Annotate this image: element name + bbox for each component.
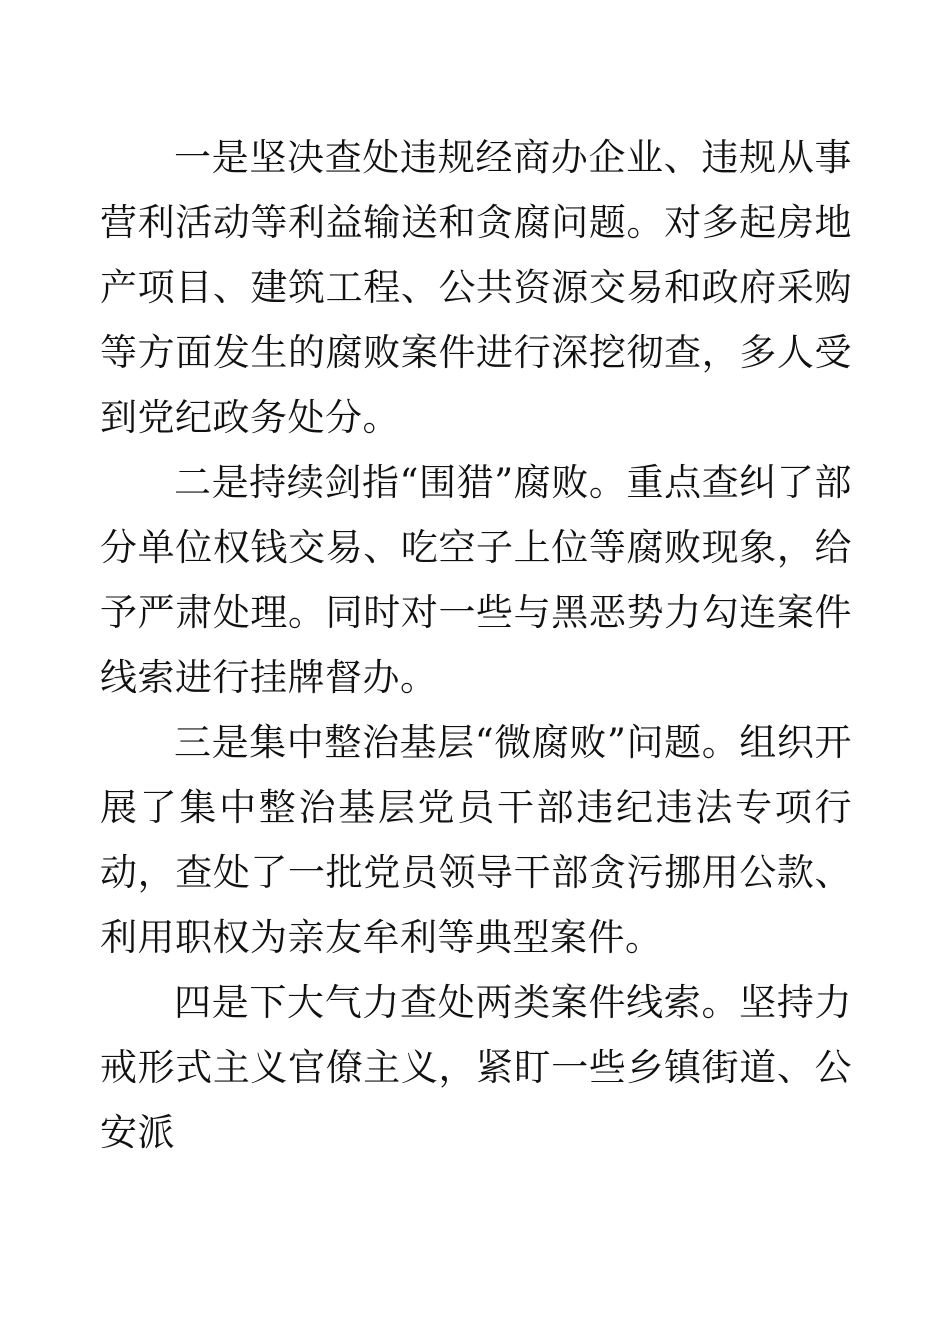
paragraph-4: 四是下大气力查处两类案件线索。坚持力戒形式主义官僚主义，紧盯一些乡镇街道、公安派: [100, 981, 852, 1154]
document-page: [100, 125, 852, 1165]
paragraph-2: 二是持续剑指“围猎”腐败。重点查纠了部分单位权钱交易、吃空子上位等腐败现象，给予严肃处理。同时对一些与黑恶势力勾连案件线索进行挂牌督办。: [100, 461, 852, 699]
paragraph-1: 一是坚决查处违规经商办企业、违规从事营利活动等利益输送和贪腐问题。对多起房地产项目、建筑工程、公共资源交易和政府采购等方面发生的腐败案件进行深挖彻查，多人受到党纪政务处分。: [100, 136, 852, 439]
paragraph-3: 三是集中整治基层“微腐败”问题。组织开展了集中整治基层党员干部违纪违法专项行动，查处了一批党员领导干部贪污挪用公款、利用职权为亲友牟利等典型案件。: [100, 721, 852, 959]
